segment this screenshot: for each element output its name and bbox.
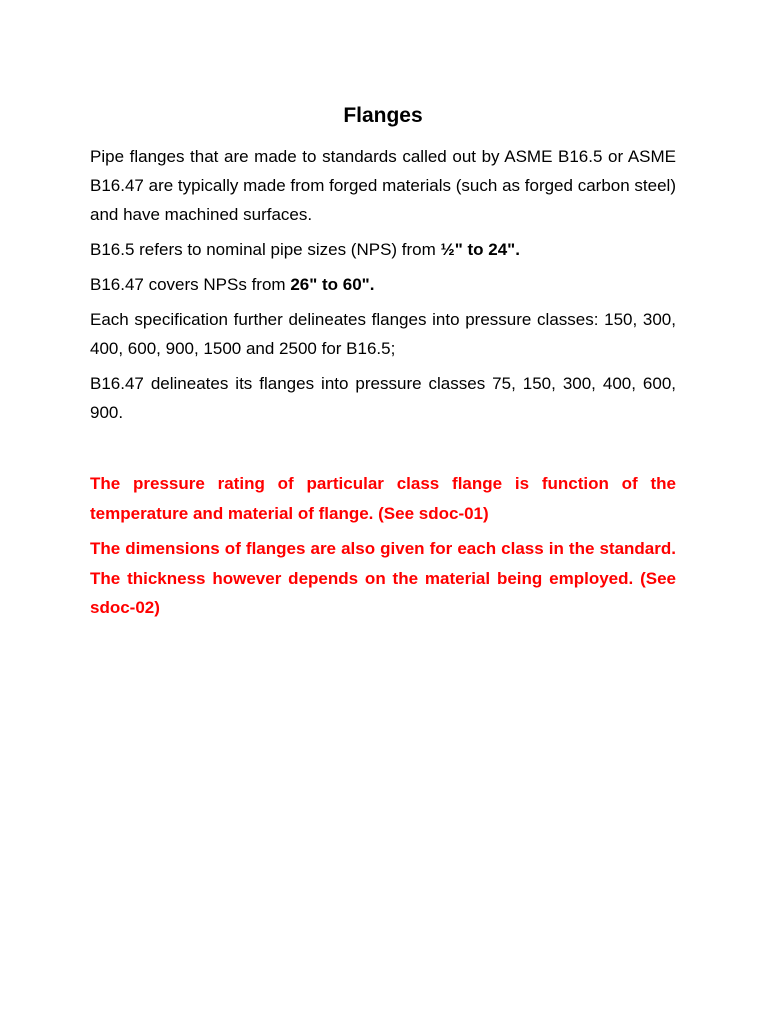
paragraph-pressure-classes: Each specification further delineates flanges into pressure classes: 150, 300, 400, 600, 900, 1500 and 2500 for B16.5; <box>90 310 676 358</box>
b165-sizes-range: ½" to 24". <box>440 240 520 259</box>
document-page <box>90 100 676 629</box>
note-pressure-rating: The pressure rating of particular class flange is function of the temperature and material of flange. (See sdoc-01) <box>90 474 676 523</box>
paragraph-b1647-sizes <box>90 270 676 299</box>
b1647-sizes-text: B16.47 covers NPSs from <box>90 275 291 294</box>
b165-sizes-text: B16.5 refers to nominal pipe sizes (NPS) from <box>90 240 441 259</box>
b1647-sizes-range: 26" to 60". <box>290 275 375 294</box>
paragraph-b1647-classes: B16.47 delineates its flanges into pressure classes 75, 150, 300, 400, 600, 900. <box>90 374 676 422</box>
page-title: Flanges <box>343 104 423 127</box>
paragraph-intro: Pipe flanges that are made to standards called out by ASME B16.5 or ASME B16.47 are typically made from forged materials (such as forged carbon steel) and have machined surfaces. <box>90 147 676 224</box>
paragraph-b165-sizes <box>90 235 676 264</box>
spacer <box>90 433 676 469</box>
note-dimensions: The dimensions of flanges are also given for each class in the standard. The thickness however depends on the material being employed. (See sdoc-02) <box>90 539 676 617</box>
